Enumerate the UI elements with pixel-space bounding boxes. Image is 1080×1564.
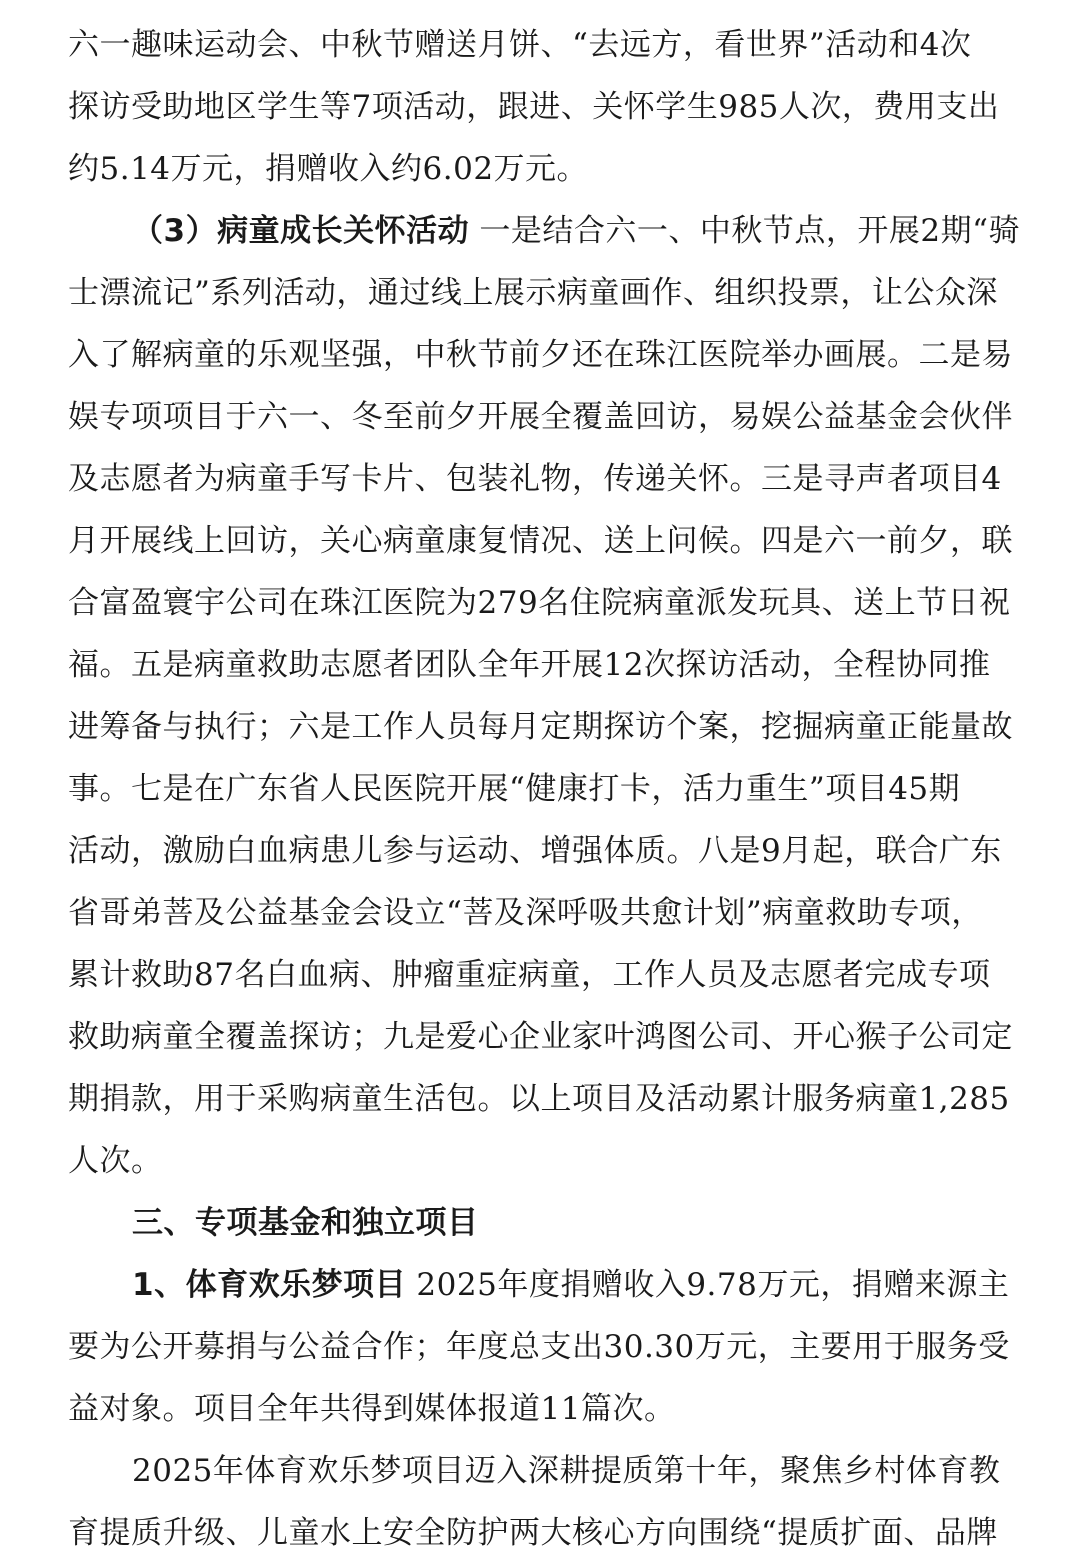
line-text: 益对象。项目全年共得到媒体报道11篇次。 <box>68 1391 676 1427</box>
line-text: 合富盈寰宇公司在珠江医院为279名住院病童派发玩具、送上节日祝 <box>68 585 1011 621</box>
line-text: 活动，激励白血病患儿参与运动、增强体质。八是9月起，联合广东 <box>68 833 1002 869</box>
line-text: 要为公开募捐与公益合作；年度总支出30.30万元，主要用于服务受 <box>68 1329 1010 1365</box>
line-text: 福。五是病童救助志愿者团队全年开展12次探访活动，全程协同推 <box>68 647 991 683</box>
paragraph-first-line <box>132 1440 1000 1502</box>
line-text: 育提质升级、儿童水上安全防护两大核心方向围绕“提质扩面、品牌 <box>68 1515 998 1551</box>
line-text: 救助病童全覆盖探访；九是爱心企业家叶鸿图公司、开心猴子公司定 <box>68 1019 1013 1055</box>
line-text: 一是结合六一、中秋节点，开展2期“骑 <box>469 213 1021 249</box>
paragraph-line <box>68 758 960 820</box>
paragraph-line <box>68 14 971 76</box>
paragraph-line <box>68 1130 163 1192</box>
line-text: 累计救助87名白血病、肿瘤重症病童，工作人员及志愿者完成专项 <box>68 957 991 993</box>
paragraph-line <box>68 324 1013 386</box>
line-text: 事。七是在广东省人民医院开展“健康打卡，活力重生”项目45期 <box>68 771 961 807</box>
line-text: 期捐款，用于采购病童生活包。以上项目及活动累计服务病童1,285 <box>68 1081 1010 1117</box>
line-text: 六一趣味运动会、中秋节赠送月饼、“去远方，看世界”活动和4次 <box>68 27 972 63</box>
paragraph-line <box>68 262 998 324</box>
line-text: 进筹备与执行；六是工作人员每月定期探访个案，挖掘病童正能量故 <box>68 709 1013 745</box>
line-text: 省哥弟菩及公益基金会设立“菩及深呼吸共愈计划”病童救助专项， <box>68 895 983 931</box>
paragraph-line <box>68 1006 1013 1068</box>
section-lead-line <box>132 200 1020 262</box>
line-text: 人次。 <box>68 1143 163 1179</box>
paragraph-line <box>68 1316 1010 1378</box>
line-text: 约5.14万元，捐赠收入约6.02万元。 <box>68 151 589 187</box>
paragraph-line <box>68 386 1013 448</box>
paragraph-line <box>68 820 1002 882</box>
line-text: 及志愿者为病童手写卡片、包装礼物，传递关怀。三是寻声者项目4 <box>68 461 1002 497</box>
line-text: 2025年度捐赠收入9.78万元，捐赠来源主 <box>406 1267 1010 1303</box>
section-heading-text: 三、专项基金和独立项目 <box>132 1205 479 1241</box>
paragraph-line <box>68 882 983 944</box>
line-text: 月开展线上回访，关心病童康复情况、送上问候。四是六一前夕，联 <box>68 523 1013 559</box>
paragraph-line <box>68 572 1011 634</box>
paragraph-line <box>68 1068 1010 1130</box>
line-text: 娱专项项目于六一、冬至前夕开展全覆盖回访，易娱公益基金会伙伴 <box>68 399 1013 435</box>
subsection-title: 1、体育欢乐梦项目 <box>132 1267 407 1303</box>
subsection-title: （3）病童成长关怀活动 <box>132 213 470 249</box>
paragraph-line <box>68 510 1013 572</box>
paragraph-line <box>68 448 1002 510</box>
paragraph-line <box>68 1502 998 1564</box>
line-text: 士漂流记”系列活动，通过线上展示病童画作、组织投票，让公众深 <box>68 275 998 311</box>
section-heading <box>132 1192 479 1254</box>
line-text: 入了解病童的乐观坚强，中秋节前夕还在珠江医院举办画展。二是易 <box>68 337 1013 373</box>
paragraph-line <box>68 1378 675 1440</box>
paragraph-line <box>68 944 990 1006</box>
paragraph-line <box>68 634 990 696</box>
line-text: 探访受助地区学生等7项活动，跟进、关怀学生985人次，费用支出 <box>68 89 1000 125</box>
paragraph-line <box>68 76 999 138</box>
paragraph-line <box>68 138 588 200</box>
section-lead-line <box>132 1254 1009 1316</box>
paragraph-line <box>68 696 1013 758</box>
line-text: 2025年体育欢乐梦项目迈入深耕提质第十年，聚焦乡村体育教 <box>132 1453 1001 1489</box>
